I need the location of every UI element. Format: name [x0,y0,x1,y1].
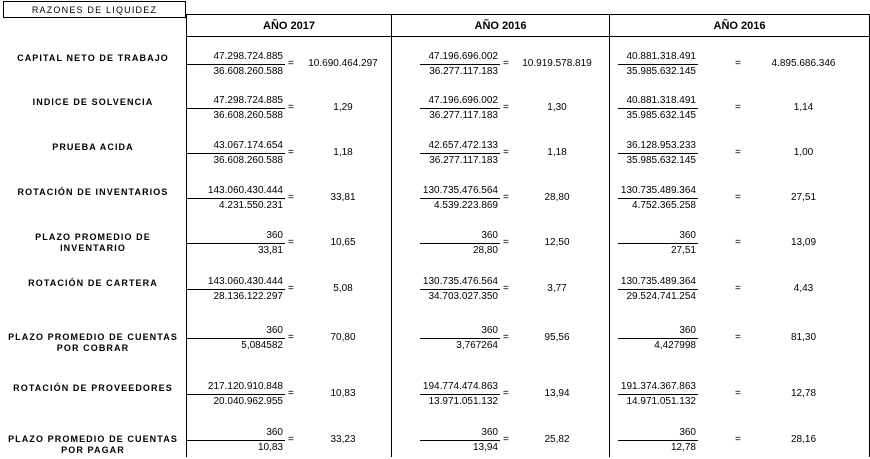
equals-sign: = [735,192,741,203]
denominator: 36.277.117.183 [429,155,498,166]
equals-sign: = [288,388,294,399]
denominator: 3,767264 [456,340,498,351]
equals-sign: = [288,283,294,294]
fraction-line [618,198,698,199]
fraction-line [618,338,698,339]
equals-sign: = [288,147,294,158]
numerator: 360 [679,427,696,438]
equals-sign: = [735,388,741,399]
numerator: 143.060.430.444 [207,185,283,196]
result-value: 10,83 [330,388,356,399]
equals-sign: = [735,58,741,69]
equals-sign: = [503,388,509,399]
fraction-line [420,153,500,154]
fraction-line [420,243,500,244]
fraction-line [618,394,698,395]
fraction-line [618,289,698,290]
result-value: 95,56 [544,332,570,343]
equals-sign: = [503,102,509,113]
result-value: 70,80 [330,332,356,343]
numerator: 194.774.474.863 [422,381,498,392]
numerator: 360 [481,230,498,241]
equals-sign: = [735,434,741,445]
equals-sign: = [503,283,509,294]
numerator: 40.881.318.491 [626,51,696,62]
year-header-2016-b: AÑO 2016 [713,20,766,32]
numerator: 130.735.489.364 [620,185,696,196]
result-value: 28,80 [544,192,570,203]
equals-sign: = [735,283,741,294]
denominator: 20.040.962.955 [213,396,283,407]
equals-sign: = [735,102,741,113]
fraction-line [186,153,285,154]
denominator: 4.752.365.258 [632,200,696,211]
denominator: 35.985.632.145 [626,155,696,166]
result-value: 1,18 [547,147,567,158]
result-value: 81,30 [790,332,817,343]
denominator: 35.985.632.145 [626,110,696,121]
numerator: 40.881.318.491 [626,95,696,106]
header-divider [186,36,870,37]
numerator: 47.298.724.885 [213,51,283,62]
result-value: 10,65 [330,237,356,248]
denominator: 4.539.223.869 [434,200,498,211]
numerator: 36.128.953.233 [626,140,696,151]
result-value: 4,43 [793,283,814,294]
result-value: 1,30 [547,102,567,113]
fraction-line [420,108,500,109]
fraction-line [420,440,500,441]
equals-sign: = [503,192,509,203]
numerator: 130.735.489.364 [620,276,696,287]
fraction-line [420,64,500,65]
denominator: 36.277.117.183 [429,110,498,121]
result-value: 3,77 [547,283,567,294]
numerator: 43.067.174.654 [213,140,283,151]
denominator: 34.703.027.350 [428,291,498,302]
equals-sign: = [288,58,294,69]
fraction-line [618,153,698,154]
numerator: 360 [266,427,283,438]
numerator: 360 [679,325,696,336]
equals-sign: = [288,102,294,113]
fraction-line [186,338,285,339]
fraction-line [618,64,698,65]
denominator: 36.608.260.588 [213,110,283,121]
numerator: 360 [266,230,283,241]
result-value: 33,81 [330,192,356,203]
equals-sign: = [288,332,294,343]
denominator: 10,83 [257,442,283,453]
denominator: 27,51 [670,245,696,256]
fraction-line [186,394,285,395]
denominator: 12,78 [670,442,696,453]
denominator: 33,81 [257,245,283,256]
result-value: 12,50 [544,237,570,248]
denominator: 36.608.260.588 [213,155,283,166]
result-value: 1,18 [333,147,353,158]
denominator: 13,94 [472,442,498,453]
equals-sign: = [503,434,509,445]
equals-sign: = [735,237,741,248]
numerator: 360 [679,230,696,241]
denominator: 36.608.260.588 [213,66,283,77]
table-title: RAZONES DE LIQUIDEZ [3,1,186,18]
row-label: PLAZO PROMEDIO DE CUENTAS POR PAGAR [8,434,178,455]
result-value: 33,23 [330,434,356,445]
fraction-line [186,64,285,65]
fraction-line [420,394,500,395]
numerator: 217.120.910.848 [207,381,283,392]
numerator: 360 [481,427,498,438]
row-label: PLAZO PROMEDIO DE CUENTAS POR COBRAR [8,332,178,353]
result-value: 13,94 [544,388,570,399]
result-value: 4.895.686.346 [771,58,836,69]
result-value: 5,08 [333,283,353,294]
fraction-line [186,108,285,109]
fraction-line [186,440,285,441]
equals-sign: = [503,58,509,69]
equals-sign: = [735,147,741,158]
result-value: 13,09 [790,237,817,248]
denominator: 14.971.051.132 [626,396,696,407]
fraction-line [420,198,500,199]
row-label: PLAZO PROMEDIO DE INVENTARIO [35,232,151,253]
numerator: 47.196.696.002 [428,51,498,62]
denominator: 35.985.632.145 [626,66,696,77]
numerator: 130.735.476.564 [422,276,498,287]
numerator: 47.196.696.002 [428,95,498,106]
equals-sign: = [735,332,741,343]
result-value: 25,82 [544,434,570,445]
fraction-line [618,243,698,244]
denominator: 28,80 [472,245,498,256]
numerator: 191.374.367.863 [620,381,696,392]
fraction-line [618,440,698,441]
denominator: 4,427998 [654,340,696,351]
denominator: 13.971.051.132 [428,396,498,407]
result-value: 28,16 [790,434,817,445]
fraction-line [186,243,285,244]
denominator: 29.524.741.254 [626,291,696,302]
denominator: 4.231.550.231 [219,200,283,211]
denominator: 5,084582 [241,340,283,351]
numerator: 42.657.472.133 [428,140,498,151]
row-label: ROTACIÓN DE INVENTARIOS [17,187,169,197]
result-value: 27,51 [790,192,817,203]
result-value: 1,00 [793,147,814,158]
row-label: PRUEBA ACIDA [52,142,134,152]
result-value: 1,29 [333,102,353,113]
result-value: 12,78 [790,388,817,399]
equals-sign: = [288,237,294,248]
equals-sign: = [288,434,294,445]
fraction-line [186,289,285,290]
year-header-2017: AÑO 2017 [263,20,315,32]
numerator: 360 [481,325,498,336]
numerator: 130.735.476.564 [422,185,498,196]
fraction-line [420,289,500,290]
equals-sign: = [503,332,509,343]
row-label: ROTACIÓN DE PROVEEDORES [13,383,173,393]
equals-sign: = [288,192,294,203]
equals-sign: = [503,147,509,158]
result-value: 10.919.578.819 [522,58,592,69]
row-label: ROTACIÓN DE CARTERA [28,278,158,288]
fraction-line [618,108,698,109]
numerator: 143.060.430.444 [207,276,283,287]
fraction-line [420,338,500,339]
result-value: 1,14 [793,102,814,113]
result-value: 10.690.464.297 [308,58,378,69]
year-header-2016-a: AÑO 2016 [474,20,527,32]
denominator: 36.277.117.183 [429,66,498,77]
row-label: CAPITAL NETO DE TRABAJO [17,53,169,63]
numerator: 47.298.724.885 [213,95,283,106]
fraction-line [186,198,285,199]
denominator: 28.136.122.297 [213,291,283,302]
equals-sign: = [503,237,509,248]
row-label: INDICE DE SOLVENCIA [32,97,154,107]
numerator: 360 [266,325,283,336]
